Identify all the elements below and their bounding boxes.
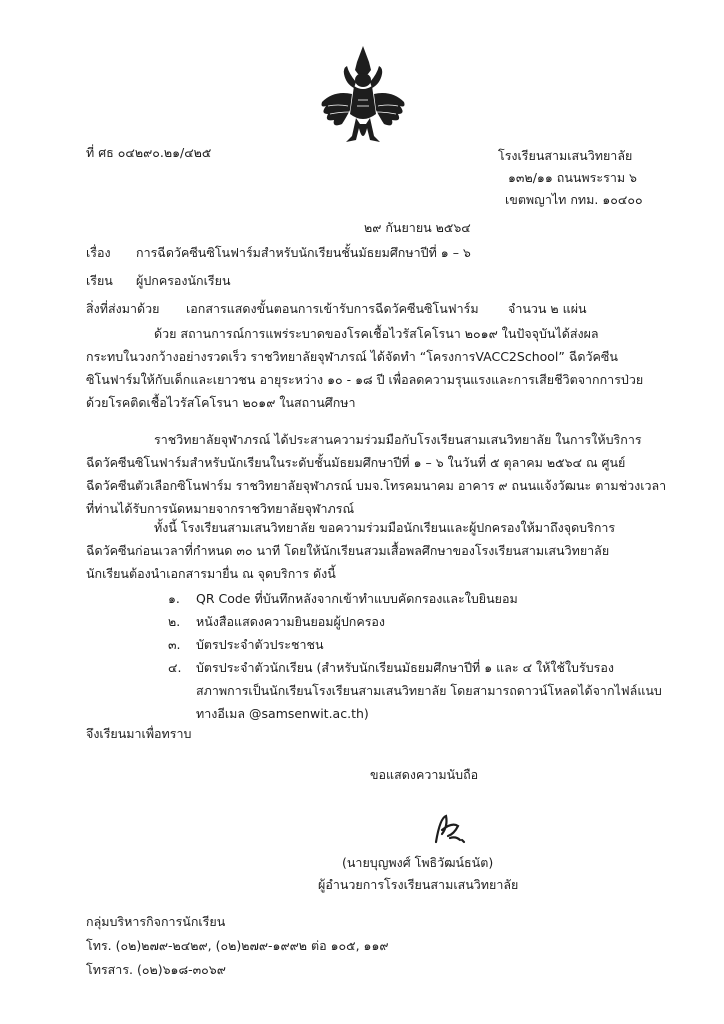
list-item-text: สภาพการเป็นนักเรียนโรงเรียนสามเสนวิทยาลัย โดยสามารถดาวน์โหลดได้จากไฟล์แนบ xyxy=(196,683,662,698)
letter-date: ๒๙ กันยายน ๒๕๖๔ xyxy=(364,220,471,235)
list-item-text: บัตรประจำตัวนักเรียน (สำหรับนักเรียนมัธยมศึกษาปีที่ ๑ และ ๔ ให้ใช้ใบรับรอง xyxy=(196,660,614,675)
body-paragraph-3 xyxy=(86,516,615,585)
sender-address-line: เขตพญาไท กทม. ๑๐๔๐๐ xyxy=(505,192,643,207)
sender-address-line: โรงเรียนสามเสนวิทยาลัย xyxy=(498,148,633,163)
paragraph-line: ฉีดวัคซีนก่อนเวลาที่กำหนด ๓๐ นาที โดยให้นักเรียนสวมเสื้อพลศึกษาของโรงเรียนสามเสนวิทยาลัย xyxy=(86,543,610,558)
paragraph-line: ทั้งนี้ โรงเรียนสามเสนวิทยาลัย ขอความร่วมมือนักเรียนและผู้ปกครองให้มาถึงจุดบริการ xyxy=(154,520,616,535)
body-paragraph-1 xyxy=(86,322,643,414)
paragraph-line: ที่ท่านได้รับการนัดหมายจากราชวิทยาลัยจุฬาภรณ์ xyxy=(86,501,355,516)
footer-telephone: โทร. (๐๒)๒๗๙-๒๔๒๙, (๐๒)๒๗๙-๑๙๙๒ ต่อ ๑๐๕, ๑๑๙ xyxy=(86,938,389,953)
paragraph-line: ด้วยโรคติดเชื้อไวรัสโคโรนา ๒๐๑๙ ในสถานศึกษา xyxy=(86,395,356,410)
sender-address-line: ๑๓๒/๑๑ ถนนพระราม ๖ xyxy=(508,170,637,185)
footer-department: กลุ่มบริหารกิจการนักเรียน xyxy=(86,914,226,929)
list-item-number: ๒. xyxy=(168,614,181,629)
paragraph-line: กระทบในวงกว้างอย่างรวดเร็ว ราชวิทยาลัยจุฬาภรณ์ ได้จัดทำ “โครงการVACC2School” ฉีดวัคซีน xyxy=(86,349,618,364)
list-item xyxy=(168,656,662,725)
handwritten-signature xyxy=(428,812,468,846)
list-item-number: ๓. xyxy=(168,637,181,652)
regards-text: ขอแสดงความนับถือ xyxy=(370,767,479,782)
list-item-number: ๑. xyxy=(168,591,180,606)
list-item-text: บัตรประจำตัวประชาชน xyxy=(196,637,324,652)
paragraph-line: ซิโนฟาร์มให้กับเด็กและเยาวชน อายุระหว่าง ๑๐ - ๑๘ ปี เพื่อลดความรุนแรงและการเสียชีวิตจากการป่วย xyxy=(86,372,644,387)
list-item-number: ๔. xyxy=(168,660,182,675)
paragraph-line: ฉีดวัคซีนซิโนฟาร์มสำหรับนักเรียนในระดับชั้นมัธยมศึกษาปีที่ ๑ – ๖ ในวันที่ ๕ ตุลาคม ๒๕๖๔ ณ ศูนย์ xyxy=(86,455,626,470)
signatory-title: ผู้อำนวยการโรงเรียนสามเสนวิทยาลัย xyxy=(318,877,519,892)
document-list xyxy=(168,587,662,725)
reference-number: ที่ ศธ ๐๔๒๙๐.๒๑/๔๒๕ xyxy=(86,145,212,160)
list-item xyxy=(168,633,662,656)
enclosure-label: สิ่งที่ส่งมาด้วย xyxy=(86,301,160,316)
recipient-text: ผู้ปกครองนักเรียน xyxy=(136,273,231,288)
paragraph-line: นักเรียนต้องนำเอกสารมายื่น ณ จุดบริการ ดังนี้ xyxy=(86,566,336,581)
recipient-label: เรียน xyxy=(86,273,113,288)
list-item xyxy=(168,610,662,633)
paragraph-line: ด้วย สถานการณ์การแพร่ระบาดของโรคเชื้อไวรัสโคโรนา ๒๐๑๙ ในปัจจุบันได้ส่งผล xyxy=(154,326,599,341)
footer-fax: โทรสาร. (๐๒)๖๑๘-๓๐๖๙ xyxy=(86,962,226,977)
subject-label: เรื่อง xyxy=(86,245,111,260)
enclosure-text: เอกสารแสดงขั้นตอนการเข้ารับการฉีดวัคซีนซิโนฟาร์ม xyxy=(186,301,479,316)
signatory-name: (นายบุญพงศ์ โพธิวัฒน์ธนัต) xyxy=(342,855,494,870)
garuda-emblem-icon xyxy=(316,44,410,152)
list-item-text: QR Code ที่บันทึกหลังจากเข้าทำแบบคัดกรองและใบยินยอม xyxy=(196,591,518,606)
subject-text: การฉีดวัคซีนซิโนฟาร์มสำหรับนักเรียนชั้นมัธยมศึกษาปีที่ ๑ – ๖ xyxy=(136,245,471,260)
closing-text: จึงเรียนมาเพื่อทราบ xyxy=(86,726,192,741)
list-item-text: ทางอีเมล @samsenwit.ac.th) xyxy=(196,706,369,721)
enclosure-count: จำนวน ๒ แผ่น xyxy=(508,301,587,316)
list-item xyxy=(168,587,662,610)
paragraph-line: ราชวิทยาลัยจุฬาภรณ์ ได้ประสานความร่วมมือกับโรงเรียนสามเสนวิทยาลัย ในการให้บริการ xyxy=(154,432,642,447)
body-paragraph-2 xyxy=(86,428,666,520)
paragraph-line: ฉีดวัคซีนตัวเลือกซิโนฟาร์ม ราชวิทยาลัยจุฬาภรณ์ บมจ.โทรคมนาคม อาคาร ๙ ถนนแจ้งวัฒนะ ตามช่วงเวลา xyxy=(86,478,667,493)
list-item-text: หนังสือแสดงความยินยอมผู้ปกครอง xyxy=(196,614,386,629)
